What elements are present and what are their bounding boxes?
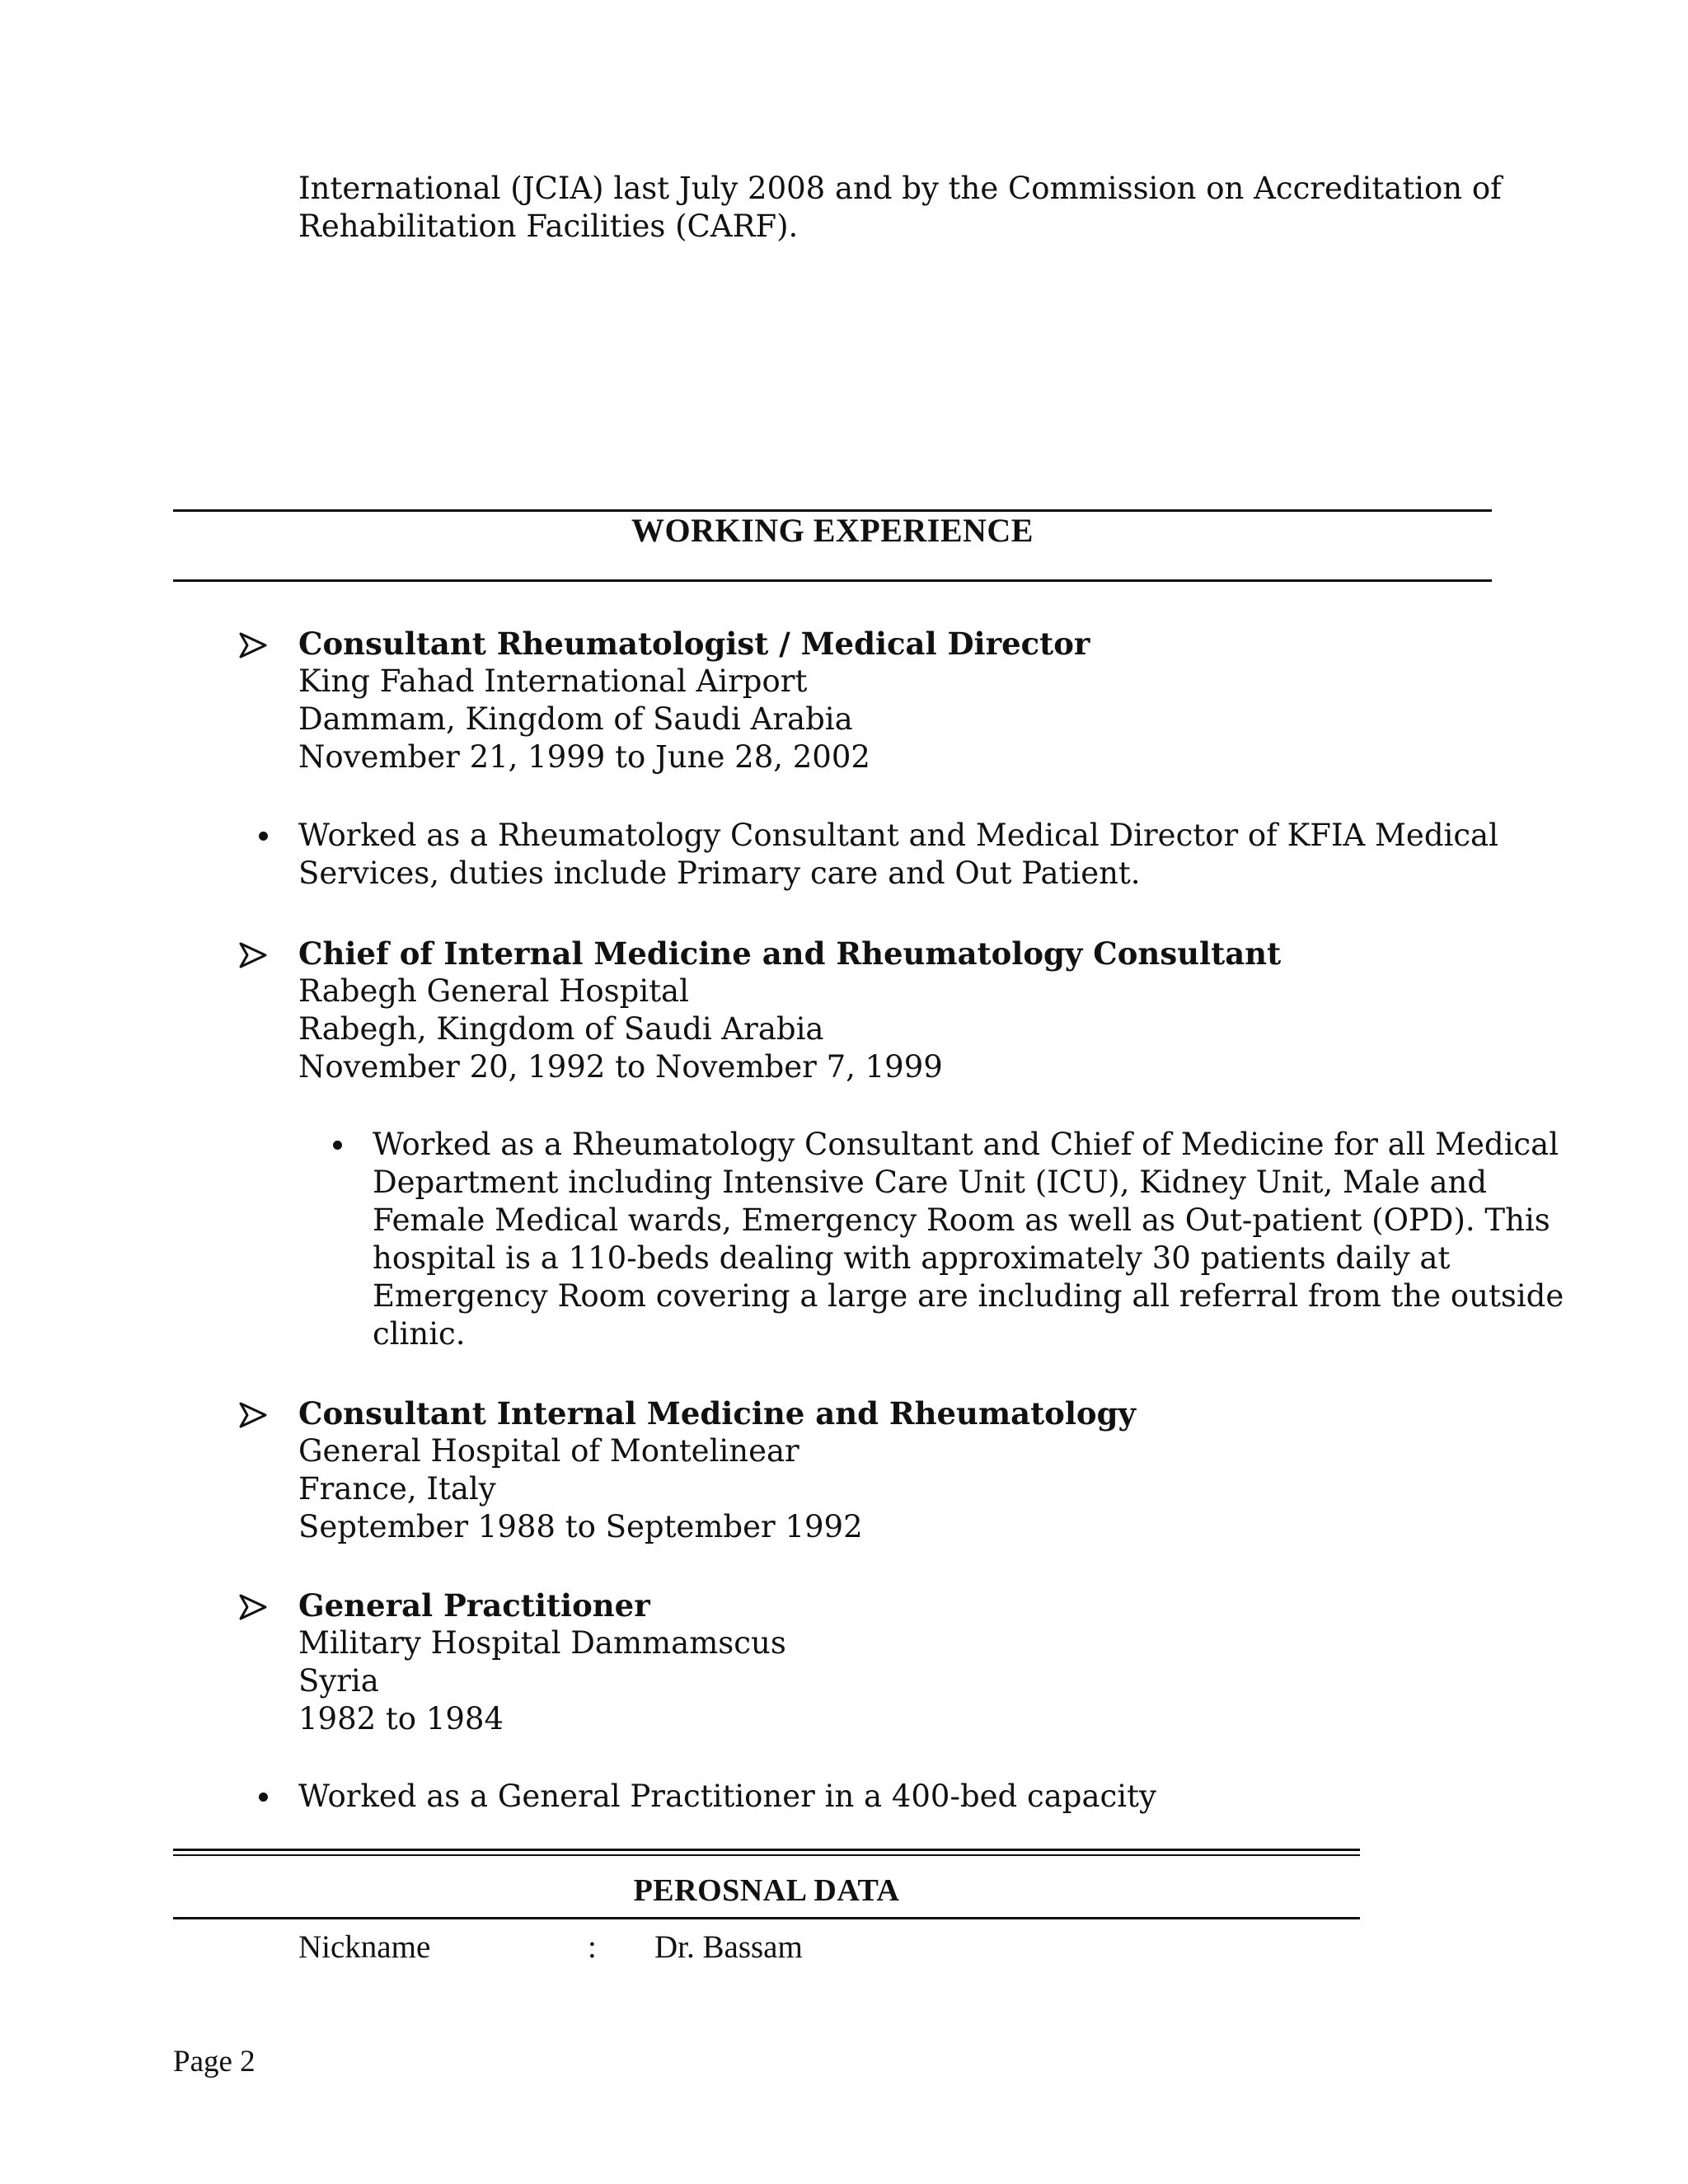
job-dates: November 20, 1992 to November 7, 1999 [298,1049,943,1085]
job-entry [298,1394,1136,1546]
nickname-value: Dr. Bassam [654,1929,803,1965]
page-number: Page 2 [173,2045,256,2079]
section-rule-double-bottom [173,1854,1360,1856]
job-location: Rabegh, Kingdom of Saudi Arabia [298,1011,824,1047]
job-detail-line: Worked as a Rheumatology Consultant and Chief of Medicine for all Medical [373,1127,1559,1162]
arrow-bullet-icon [237,629,270,662]
job-employer: King Fahad International Airport [298,663,808,699]
job-detail-line: Services, duties include Primary care and Out Patient. [298,855,1141,891]
section-rule-double-top [173,1849,1360,1851]
job-employer: Rabegh General Hospital [298,973,689,1009]
job-details [298,1778,1156,1816]
arrow-bullet-icon [237,939,270,972]
intro-line: International (JCIA) last July 2008 and by the Commission on Accreditation of [298,171,1502,206]
intro-paragraph [298,170,1535,246]
section-rule-bottom [173,1917,1360,1919]
arrow-bullet-icon [237,1399,270,1432]
job-employer: Military Hospital Dammamscus [298,1625,786,1661]
job-details [373,1126,1564,1353]
job-detail-line: Female Medical wards, Emergency Room as well as Out-patient (OPD). This [373,1202,1550,1238]
job-detail-line: clinic. [373,1316,466,1352]
job-entry [298,625,1090,776]
job-entry [298,1586,786,1738]
job-dates: November 21, 1999 to June 28, 2002 [298,739,870,775]
job-title: Consultant Internal Medicine and Rheumatology [298,1395,1136,1432]
job-detail-line: hospital is a 110-beds dealing with approximately 30 patients daily at [373,1240,1451,1276]
job-dates: September 1988 to September 1992 [298,1509,863,1544]
job-title: General Practitioner [298,1587,650,1624]
personal-data-heading: PEROSNAL DATA [633,1873,900,1908]
job-employer: General Hospital of Montelinear [298,1433,799,1469]
job-title: Consultant Rheumatologist / Medical Director [298,626,1090,662]
nickname-separator: : [588,1929,597,1965]
bullet-dot-icon [333,1141,342,1150]
arrow-bullet-icon [237,1591,270,1624]
job-dates: 1982 to 1984 [298,1701,504,1736]
bullet-dot-icon [259,832,268,841]
section-rule-bottom [173,579,1492,582]
working-experience-heading: WORKING EXPERIENCE [631,512,1034,549]
job-detail-line: Worked as a Rheumatology Consultant and Medical Director of KFIA Medical [298,818,1498,853]
job-location: Syria [298,1663,379,1699]
intro-line: Rehabilitation Facilities (CARF). [298,209,799,244]
job-entry [298,935,1281,1086]
job-detail-line: Emergency Room covering a large are including all referral from the outside [373,1278,1564,1314]
nickname-label: Nickname [298,1929,431,1965]
job-detail-line: Worked as a General Practitioner in a 400-bed capacity [298,1779,1156,1814]
job-title: Chief of Internal Medicine and Rheumatology Consultant [298,935,1282,972]
bullet-dot-icon [259,1793,268,1802]
job-details [298,817,1498,893]
job-location: Dammam, Kingdom of Saudi Arabia [298,701,853,737]
job-detail-line: Department including Intensive Care Unit (ICU), Kidney Unit, Male and [373,1165,1488,1200]
job-location: France, Italy [298,1471,496,1507]
